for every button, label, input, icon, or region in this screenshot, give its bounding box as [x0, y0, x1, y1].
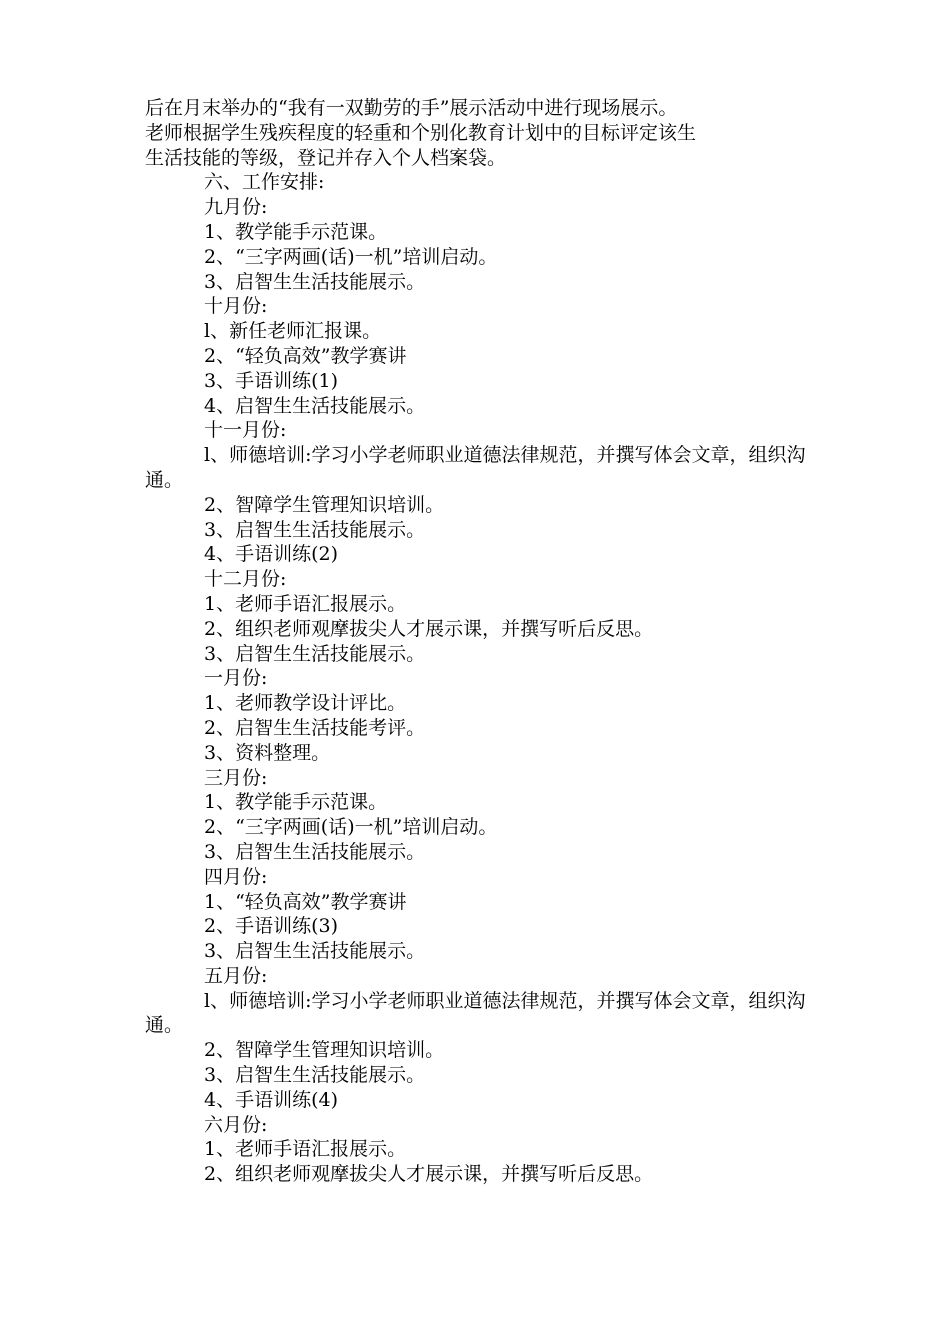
month-label: 十一月份:: [204, 419, 287, 442]
list-item: 2、组织老师观摩拔尖人才展示课，并撰写听后反思。: [204, 1163, 654, 1186]
list-item: 2、智障学生管理知识培训。: [204, 1039, 445, 1062]
list-item: 4、手语训练(2): [204, 543, 339, 566]
list-item: 2、手语训练(3): [204, 915, 339, 938]
month-label: 六月份:: [204, 1113, 268, 1136]
list-item: 3、启智生生活技能展示。: [204, 642, 426, 665]
month-label: 十月份:: [204, 295, 268, 318]
list-item: 1、老师手语汇报展示。: [204, 592, 407, 615]
list-item-long: l、师德培训:学习小学老师职业道德法律规范，并撰写体会文章，组织沟通。: [145, 989, 806, 1037]
list-item: 4、启智生生活技能展示。: [204, 394, 426, 417]
document-page: [145, 96, 810, 1187]
list-item: 3、启智生生活技能展示。: [204, 518, 426, 541]
month-label: 九月份:: [204, 196, 268, 219]
list-item: 1、教学能手示范课。: [204, 791, 388, 814]
list-item: 3、手语训练(1): [204, 369, 339, 392]
month-label: 三月份:: [204, 766, 268, 789]
list-item: 1、老师手语汇报展示。: [204, 1138, 407, 1161]
list-item: 1、老师教学设计评比。: [204, 692, 407, 715]
list-item: 1、教学能手示范课。: [204, 220, 388, 243]
list-item: 3、启智生生活技能展示。: [204, 940, 426, 963]
intro-line: 生活技能的等级，登记并存入个人档案袋。: [145, 146, 507, 169]
list-item: 2、“三字两画(话)一机”培训启动。: [204, 816, 498, 839]
list-item: 2、“三字两画(话)一机”培训启动。: [204, 245, 498, 268]
list-item: 3、资料整理。: [204, 741, 331, 764]
month-label: 五月份:: [204, 964, 268, 987]
list-item-long: l、师德培训:学习小学老师职业道德法律规范，并撰写体会文章，组织沟通。: [145, 444, 806, 491]
list-item: l、新任老师汇报课。: [204, 320, 382, 343]
list-item: 2、启智生生活技能考评。: [204, 716, 426, 739]
list-item: 2、智障学生管理知识培训。: [204, 493, 445, 516]
month-label: 一月份:: [204, 667, 268, 690]
section-title: 六、工作安排:: [204, 171, 325, 194]
list-item: 2、组织老师观摩拔尖人才展示课，并撰写听后反思。: [204, 617, 654, 640]
list-item: 3、启智生生活技能展示。: [204, 840, 426, 863]
intro-line: 老师根据学生残疾程度的轻重和个别化教育计划中的目标评定该生: [145, 121, 697, 144]
list-item: 3、启智生生活技能展示。: [204, 270, 426, 293]
list-item: 1、“轻负高效”教学赛讲: [204, 890, 407, 913]
list-item: 2、“轻负高效”教学赛讲: [204, 344, 407, 367]
list-item: 3、启智生生活技能展示。: [204, 1064, 426, 1087]
intro-line: 后在月末举办的“我有一双勤劳的手”展示活动中进行现场展示。: [145, 97, 678, 119]
month-label: 四月份:: [204, 865, 268, 888]
month-label: 十二月份:: [204, 568, 287, 591]
list-item: 4、手语训练(4): [204, 1088, 339, 1111]
